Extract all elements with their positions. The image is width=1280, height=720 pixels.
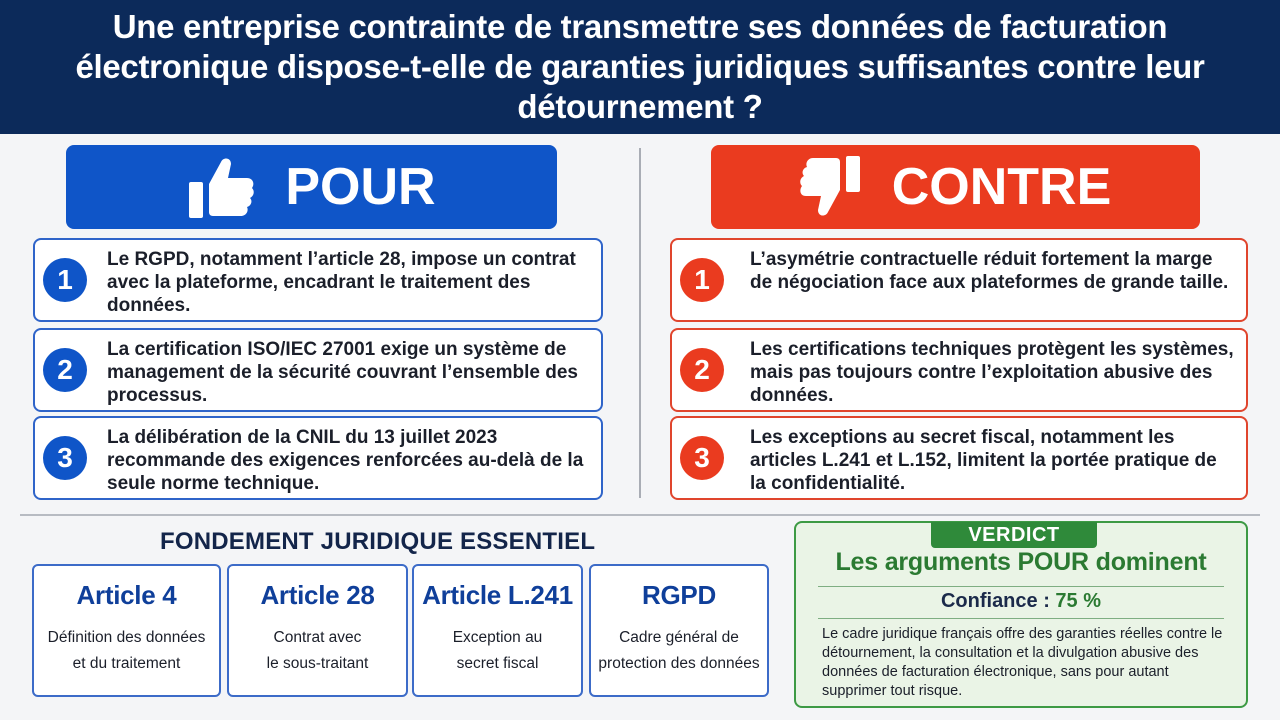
- number-badge: 1: [43, 258, 87, 302]
- number-badge: 3: [43, 436, 87, 480]
- fondement-card-article-4: [32, 564, 221, 697]
- verdict-statement: [796, 548, 1246, 577]
- card-line: Définition des données: [47, 629, 206, 646]
- verdict-divider: [818, 586, 1224, 587]
- header-banner: [0, 0, 1280, 134]
- pour-item-text: La délibération de la CNIL du 13 juillet 2023 recommande des exigences renforcées au-delà de la seule norme technique.: [107, 427, 584, 494]
- verdict-text-a: Les arguments: [835, 548, 1018, 576]
- contre-label: CONTRE: [891, 158, 1112, 216]
- pour-item-1: [33, 238, 603, 322]
- contre-banner: [711, 145, 1200, 229]
- verdict-description: Le cadre juridique français offre des garanties réelles contre le détournement, la consultation et la divulgation abusive des données de facturation électronique, sans pour autant supprimer tout risque.: [822, 626, 1223, 699]
- horizontal-divider: [20, 514, 1260, 516]
- contre-item-text: Les exceptions au secret fiscal, notamment les articles L.241 et L.152, limitent la portée pratique de la confidentialité.: [750, 427, 1217, 494]
- card-line: et du traitement: [72, 655, 181, 672]
- card-description: [591, 625, 767, 677]
- contre-item-3: [670, 416, 1248, 500]
- fondement-card-article-l241: [412, 564, 583, 697]
- pour-banner: [66, 145, 557, 229]
- card-line: Contrat avec: [273, 629, 362, 646]
- verdict-tag: VERDICT: [931, 522, 1097, 548]
- confidence-value: 75 %: [1055, 590, 1102, 612]
- number-badge: 3: [680, 436, 724, 480]
- pour-item-2: [33, 328, 603, 412]
- card-line: le sous-traitant: [266, 655, 369, 672]
- card-line: secret fiscal: [456, 655, 539, 672]
- pour-item-3: [33, 416, 603, 500]
- card-title: Article 28: [260, 580, 375, 610]
- pour-label: POUR: [285, 158, 436, 216]
- confidence-line: [796, 590, 1246, 613]
- card-line: protection des données: [598, 655, 760, 672]
- number-badge: 2: [43, 348, 87, 392]
- card-line: Exception au: [452, 629, 543, 646]
- card-description: [414, 625, 581, 677]
- verdict-divider: [818, 618, 1224, 619]
- vertical-divider: [639, 148, 641, 498]
- verdict-text-b: POUR: [1017, 548, 1089, 576]
- contre-item-text: L’asymétrie contractuelle réduit fortement la marge de négociation face aux plateformes de grande taille.: [750, 249, 1229, 293]
- card-line: Cadre général de: [619, 629, 739, 646]
- pour-item-text: La certification ISO/IEC 27001 exige un système de management de la sécurité couvrant l’ensemble des processus.: [107, 339, 578, 406]
- contre-item-1: [670, 238, 1248, 322]
- fondement-card-article-28: [227, 564, 408, 697]
- card-title: Article L.241: [422, 580, 573, 610]
- contre-item-text: Les certifications techniques protègent les systèmes, mais pas toujours contre l’exploitation abusive des données.: [750, 339, 1234, 406]
- verdict-text-c: dominent: [1088, 548, 1207, 576]
- confidence-label: Confiance :: [940, 590, 1056, 612]
- contre-item-2: [670, 328, 1248, 412]
- number-badge: 1: [680, 258, 724, 302]
- card-title: RGPD: [642, 580, 716, 610]
- thumbs-up-icon: [187, 154, 255, 220]
- thumbs-down-icon: [800, 154, 862, 220]
- pour-item-text: Le RGPD, notamment l’article 28, impose un contrat avec la plateforme, encadrant le traitement des données.: [107, 249, 576, 316]
- page-title: Une entreprise contrainte de transmettre ses données de facturation électronique dispose-t-elle de garanties juridiques suffisantes contre leur détournement ?: [75, 8, 1205, 125]
- card-description: [229, 625, 406, 677]
- number-badge: 2: [680, 348, 724, 392]
- card-description: [34, 625, 219, 677]
- fondement-card-rgpd: [589, 564, 769, 697]
- fondement-title: FONDEMENT JURIDIQUE ESSENTIEL: [160, 528, 596, 555]
- card-title: Article 4: [76, 580, 177, 610]
